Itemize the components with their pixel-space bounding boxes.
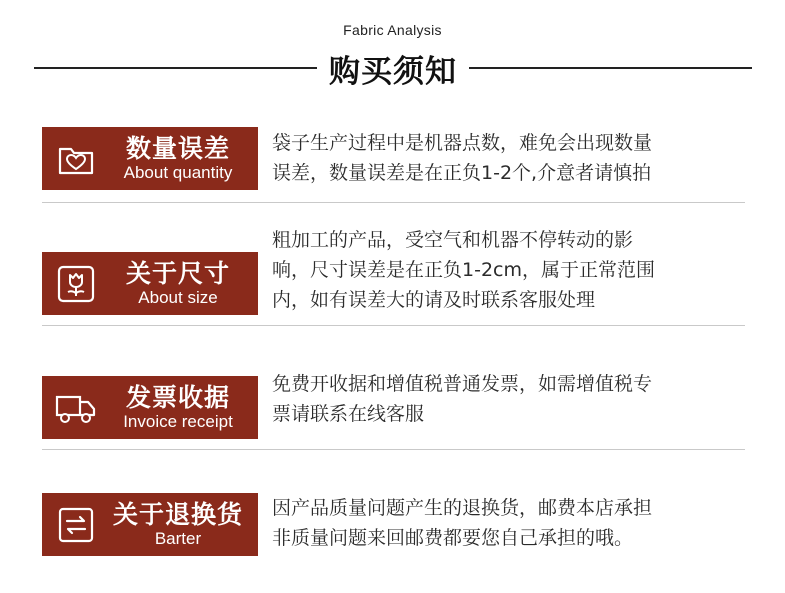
badge-title-zh: 数量误差	[125, 134, 230, 163]
folder-heart-icon	[54, 137, 98, 181]
description-line: 内，如有误差大的请及时联系客服处理	[272, 289, 596, 311]
exchange-icon	[54, 503, 98, 547]
section-description	[272, 493, 747, 553]
badge-barter	[42, 493, 258, 556]
title-line-left	[34, 67, 317, 69]
badge-title-zh: 关于尺寸	[125, 259, 230, 288]
section-divider	[42, 325, 745, 326]
badge-title-en: Barter	[154, 529, 202, 548]
section-divider	[42, 202, 745, 203]
section-description	[272, 369, 747, 429]
page-subtitle: Fabric Analysis	[343, 22, 442, 38]
badge-title-en: Invoice receipt	[123, 412, 233, 431]
badge-size	[42, 252, 258, 315]
badge-title-en: About size	[138, 288, 218, 307]
description-line: 袋子生产过程中是机器点数，难免会出现数量	[272, 132, 653, 154]
badge-title-zh: 关于退换货	[112, 500, 243, 529]
badge-title-en: About quantity	[123, 163, 233, 182]
page-title: 购买须知	[329, 53, 457, 90]
page-title-row	[34, 48, 752, 88]
description-line: 粗加工的产品，受空气和机器不停转动的影	[272, 229, 634, 251]
description-line: 因产品质量问题产生的退换货，邮费本店承担	[272, 497, 653, 519]
description-line: 响，尺寸误差是在正负1-2cm，属于正常范围	[272, 259, 655, 281]
section-divider	[42, 449, 745, 450]
badge-invoice	[42, 376, 258, 439]
title-line-right	[469, 67, 752, 69]
truck-icon	[54, 386, 98, 430]
description-line: 免费开收据和增值税普通发票，如需增值税专	[272, 373, 653, 395]
badge-title-zh: 发票收据	[125, 383, 230, 412]
flower-icon	[54, 262, 98, 306]
badge-quantity	[42, 127, 258, 190]
section-description	[272, 225, 747, 315]
description-line: 误差，数量误差是在正负1-2个,介意者请慎拍	[272, 162, 652, 184]
description-line: 非质量问题来回邮费都要您自己承担的哦。	[272, 527, 634, 549]
description-line: 票请联系在线客服	[272, 403, 425, 425]
section-description	[272, 128, 747, 188]
